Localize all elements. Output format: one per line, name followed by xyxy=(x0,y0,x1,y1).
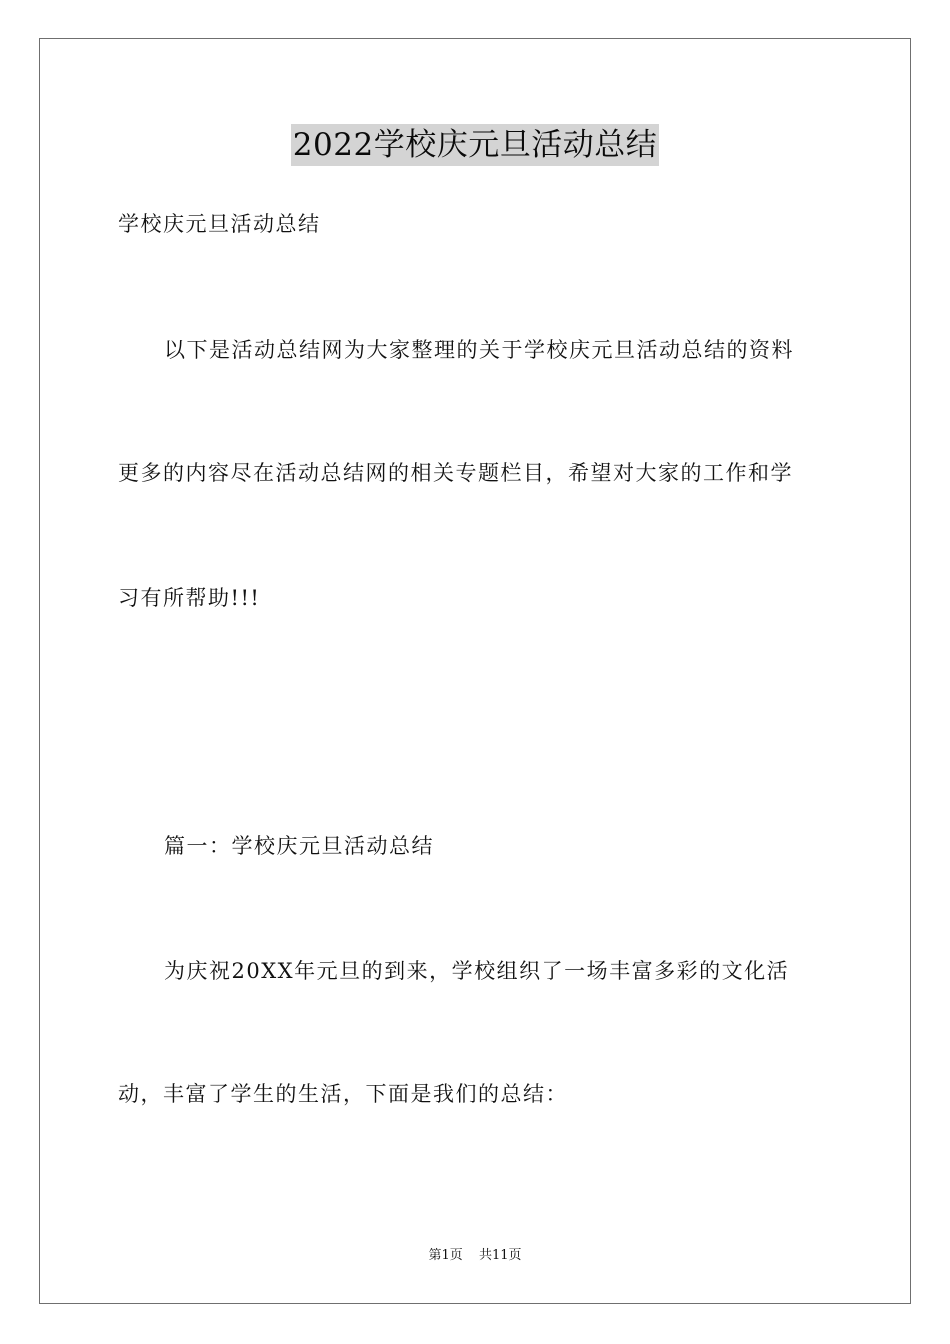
page-number: 第1页 xyxy=(428,1248,463,1263)
document-subtitle: 学校庆元旦活动总结 xyxy=(118,212,321,236)
intro-line-2: 更多的内容尽在活动总结网的相关专题栏目，希望对大家的工作和学 xyxy=(118,461,793,485)
body-line-2: 动，丰富了学生的生活，下面是我们的总结： xyxy=(118,1082,568,1106)
intro-line-3: 习有所帮助!!! xyxy=(118,586,261,610)
section-heading: 篇一：学校庆元旦活动总结 xyxy=(164,834,434,858)
page-footer xyxy=(0,1248,950,1264)
page-total: 共11页 xyxy=(478,1248,522,1263)
title-container xyxy=(0,124,950,166)
document-title: 2022学校庆元旦活动总结 xyxy=(291,124,659,166)
intro-line-1: 以下是活动总结网为大家整理的关于学校庆元旦活动总结的资料 xyxy=(164,338,794,362)
body-line-1: 为庆祝20XX年元旦的到来，学校组织了一场丰富多彩的文化活 xyxy=(164,959,790,983)
